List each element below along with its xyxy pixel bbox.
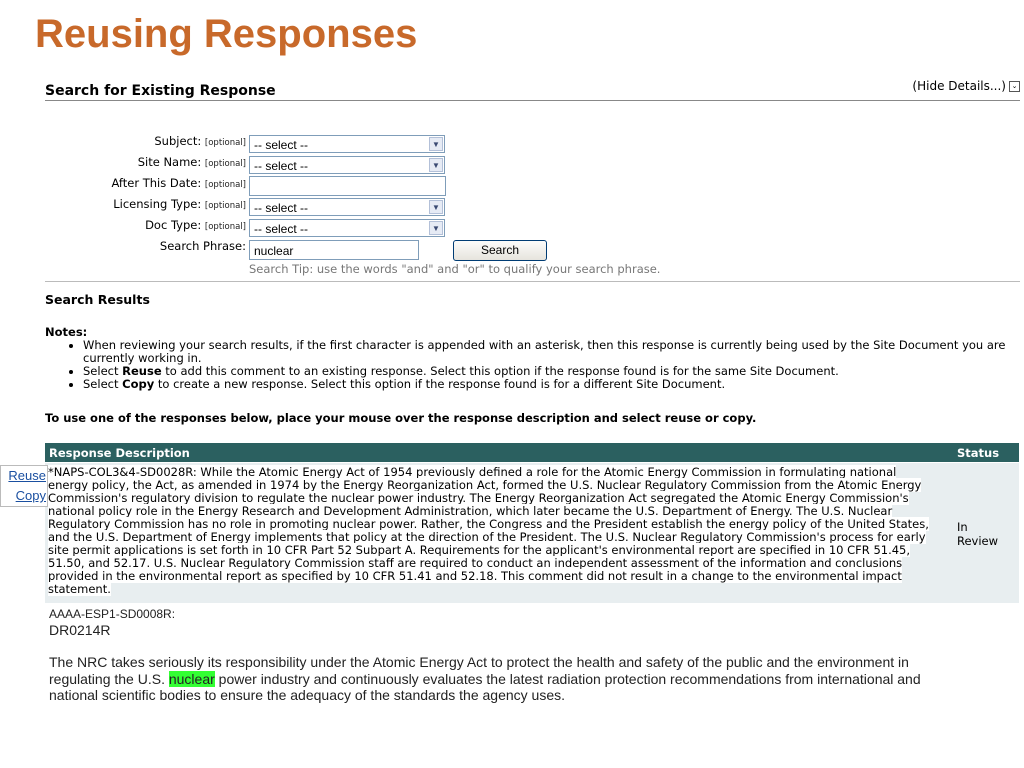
note-item: • Select Reuse to add this comment to an existing response. Select this option if the response found is for the same Site Document. (83, 365, 1015, 378)
results-table-header (45, 443, 1019, 462)
doc-type-select[interactable]: -- select -- ▼ (249, 219, 445, 237)
table-row[interactable] (45, 463, 1019, 603)
notes-label: Notes: (45, 325, 88, 339)
divider (45, 281, 1020, 282)
column-header-status: Status (957, 446, 1000, 460)
hide-details-link[interactable] (912, 79, 1020, 93)
search-phrase-label: Search Phrase: (159, 239, 246, 253)
chevron-down-icon: ▼ (429, 158, 443, 172)
instruction-text: To use one of the responses below, place your mouse over the response description and select reuse or copy. (45, 411, 757, 425)
slide-title: Reusing Responses (35, 12, 418, 56)
chevron-down-icon: ▼ (429, 200, 443, 214)
note-item: • Select Copy to create a new response. Select this option if the response found is for a different Site Document. (83, 378, 1015, 391)
response-id-secondary: DR0214R (49, 622, 111, 638)
response-id: AAAA-ESP1-SD0008R: (49, 607, 176, 621)
column-header-description: Response Description (49, 446, 190, 460)
table-row[interactable] (49, 607, 969, 704)
subject-label: Subject: [optional] (154, 134, 246, 148)
note-item: • When reviewing your search results, if the first character is appended with an asterisk, then this response is currently being used by the Site Document you are currently working in. (83, 339, 1015, 365)
licensing-type-select[interactable]: -- select -- ▼ (249, 198, 445, 216)
after-date-input[interactable] (249, 176, 446, 196)
search-phrase-input[interactable]: nuclear (249, 240, 419, 260)
results-heading: Search Results (45, 292, 150, 307)
doc-type-label: Doc Type: [optional] (145, 218, 246, 232)
response-text: The NRC takes seriously its responsibility under the Atomic Energy Act to protect the health and safety of the public and the environment in regulating the U.S. nuclear power industry and continuously evaluates the latest radiation protection recommendations from international and national scientific bodies to ensure the adequacy of the standards the agency uses. (49, 654, 921, 703)
site-name-label: Site Name: [optional] (137, 155, 246, 169)
double-chevron-icon: ⌄ (1009, 81, 1020, 92)
after-date-label: After This Date: [optional] (111, 176, 246, 190)
chevron-down-icon: ▼ (429, 221, 443, 235)
subject-select[interactable]: -- select -- ▼ (249, 135, 445, 153)
search-tip: Search Tip: use the words "and" and "or" to qualify your search phrase. (249, 262, 661, 276)
site-name-select[interactable]: -- select -- ▼ (249, 156, 445, 174)
search-section-title: Search for Existing Response (45, 83, 276, 99)
copy-link[interactable]: Copy (15, 488, 46, 503)
licensing-type-label: Licensing Type: [optional] (113, 197, 246, 211)
row-action-menu (0, 465, 48, 507)
response-description[interactable]: *NAPS-COL3&4-SD0028R: While the Atomic Energy Act of 1954 previously defined a role for the Atomic Energy Commission in formulating national energy policy, the Act, as amended in 1974 by the Energy Reorganization Act, formed the U.S. Nuclear Regulatory Commission from the Atomic Energy Commission's regulatory division to regulate the nuclear power industry. The Energy Reorganization Act segregated the Atomic Energy Commission's national policy role in the Energy Research and Development Administration, which later became the U.S. Department of Energy. The U.S. Nuclear Regulatory Commission has no role in promoting nuclear power. Rather, the Congress and the President establish the energy policy of the United States, and the U.S. Department of Energy implements that policy at the direction of the President. The U.S. Nuclear Regulatory Commission's process for early site permit applications is set forth in 10 CFR Part 52 Subpart A. Requirements for the applicant's environmental report are specified in 10 CFR 51.45, 51.50, and 52.17. U.S. Nuclear Regulatory Commission staff are required to conduct an independent assessment of the information and conclusions provided in the environmental report as specified by 10 CFR 51.41 and 52.18. This comment did not result in a change to the environmental impact statement. (48, 465, 929, 596)
reuse-link[interactable]: Reuse (8, 468, 46, 483)
hide-details-label: (Hide Details...) (912, 79, 1006, 93)
chevron-down-icon: ▼ (429, 137, 443, 151)
search-highlight: nuclear (168, 670, 215, 687)
search-section-header (45, 79, 1020, 101)
status-value: In Review (957, 520, 999, 548)
search-button[interactable]: Search (453, 240, 547, 261)
notes (45, 326, 1015, 391)
